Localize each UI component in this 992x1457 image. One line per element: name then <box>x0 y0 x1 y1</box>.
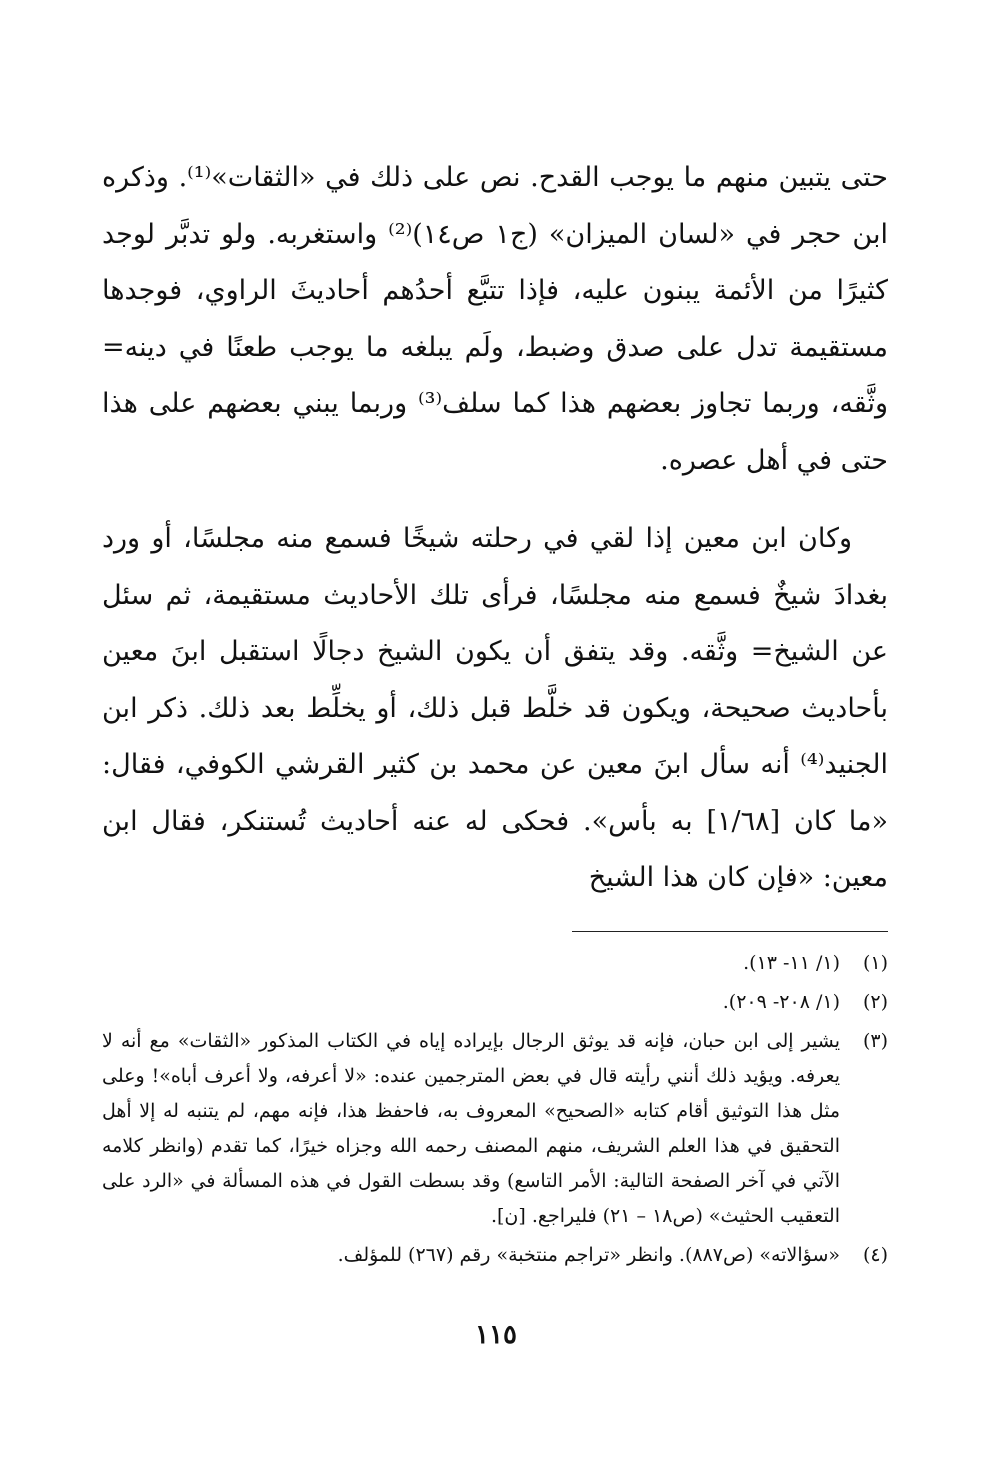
footnote-item <box>102 1024 888 1234</box>
main-text <box>102 150 888 907</box>
footnotes <box>102 946 888 1273</box>
footnote-text: (١/ ١١- ١٣). <box>743 951 840 974</box>
page-content <box>102 150 888 1277</box>
footnote-text: «سؤالاته» (ص٨٨٧). وانظر «تراجم منتخبة» رقم (٢٦٧) للمؤلف. <box>337 1243 840 1266</box>
paragraph: وكان ابن معين إذا لقي في رحلته شيخًا فسمع منه مجلسًا، أو ورد بغدادَ شيخٌ فسمع منه مجلسًا، فرأى تلك الأحاديث مستقيمة، ثم سئل عن الشيخ= وثَّقه. وقد يتفق أن يكون الشيخ دجالًا استقبل ابنَ معين بأحاديث صحيحة، ويكون قد خلَّط قبل ذلك، أو يخلِّط بعد ذلك. ذكر ابن الجنيد⁽⁴⁾ أنه سأل ابنَ معين عن محمد بن كثير القرشي الكوفي، فقال: «ما كان [١/٦٨] به بأس». فحكى له عنه أحاديث تُستنكر، فقال ابن معين: «فإن كان هذا الشيخ <box>102 523 888 893</box>
footnote-item <box>102 1238 888 1273</box>
footnote-item <box>102 985 888 1020</box>
footnote-number: (٤) <box>862 1243 888 1266</box>
footnote-item <box>102 946 888 981</box>
footnote-number: (٢) <box>862 990 888 1013</box>
paragraph: حتى يتبين منهم ما يوجب القدح. نص على ذلك في «الثقات»⁽¹⁾. وذكره ابن حجر في «لسان الميزان» (ج١ ص١٤)⁽²⁾ واستغربه. ولو تدبَّر لوجد كثيرًا من الأئمة يبنون عليه، فإذا تتبَّع أحدُهم أحاديثَ الراوي، فوجدها مستقيمة تدل على صدق وضبط، ولَم يبلغه ما يوجب طعنًا في دينه= وثَّقه، وربما تجاوز بعضهم هذا كما سلف⁽³⁾ وربما يبني بعضهم على هذا حتى في أهل عصره. <box>102 162 889 476</box>
footnote-number: (٣) <box>862 1029 888 1052</box>
footnote-divider <box>572 931 888 932</box>
footnote-text: (١/ ٢٠٨- ٢٠٩). <box>722 990 840 1013</box>
footnote-text: يشير إلى ابن حبان، فإنه قد يوثق الرجال بإيراده إياه في الكتاب المذكور «الثقات» مع أنه لا يعرفه. ويؤيد ذلك أنني رأيته قال في بعض المترجمين عنده: «لا أعرفه، ولا أعرف أباه»! وعلى مثل هذا التوثيق أقام كتابه «الصحيح» المعروف به، فاحفظ هذا، فإنه مهم، لم يتنبه له إلا أهل التحقيق في هذا العلم الشريف، منهم المصنف رحمه الله وجزاه خيرًا، كما تقدم (وانظر كلامه الآتي في آخر الصفحة التالية: الأمر التاسع) وقد بسطت القول في هذه المسألة في «الرد على التعقيب الحثيث» (ص١٨ – ٢١) فليراجع. [ن]. <box>102 1029 840 1227</box>
footnote-number: (١) <box>862 951 888 974</box>
page-number: ١١٥ <box>475 1320 517 1350</box>
